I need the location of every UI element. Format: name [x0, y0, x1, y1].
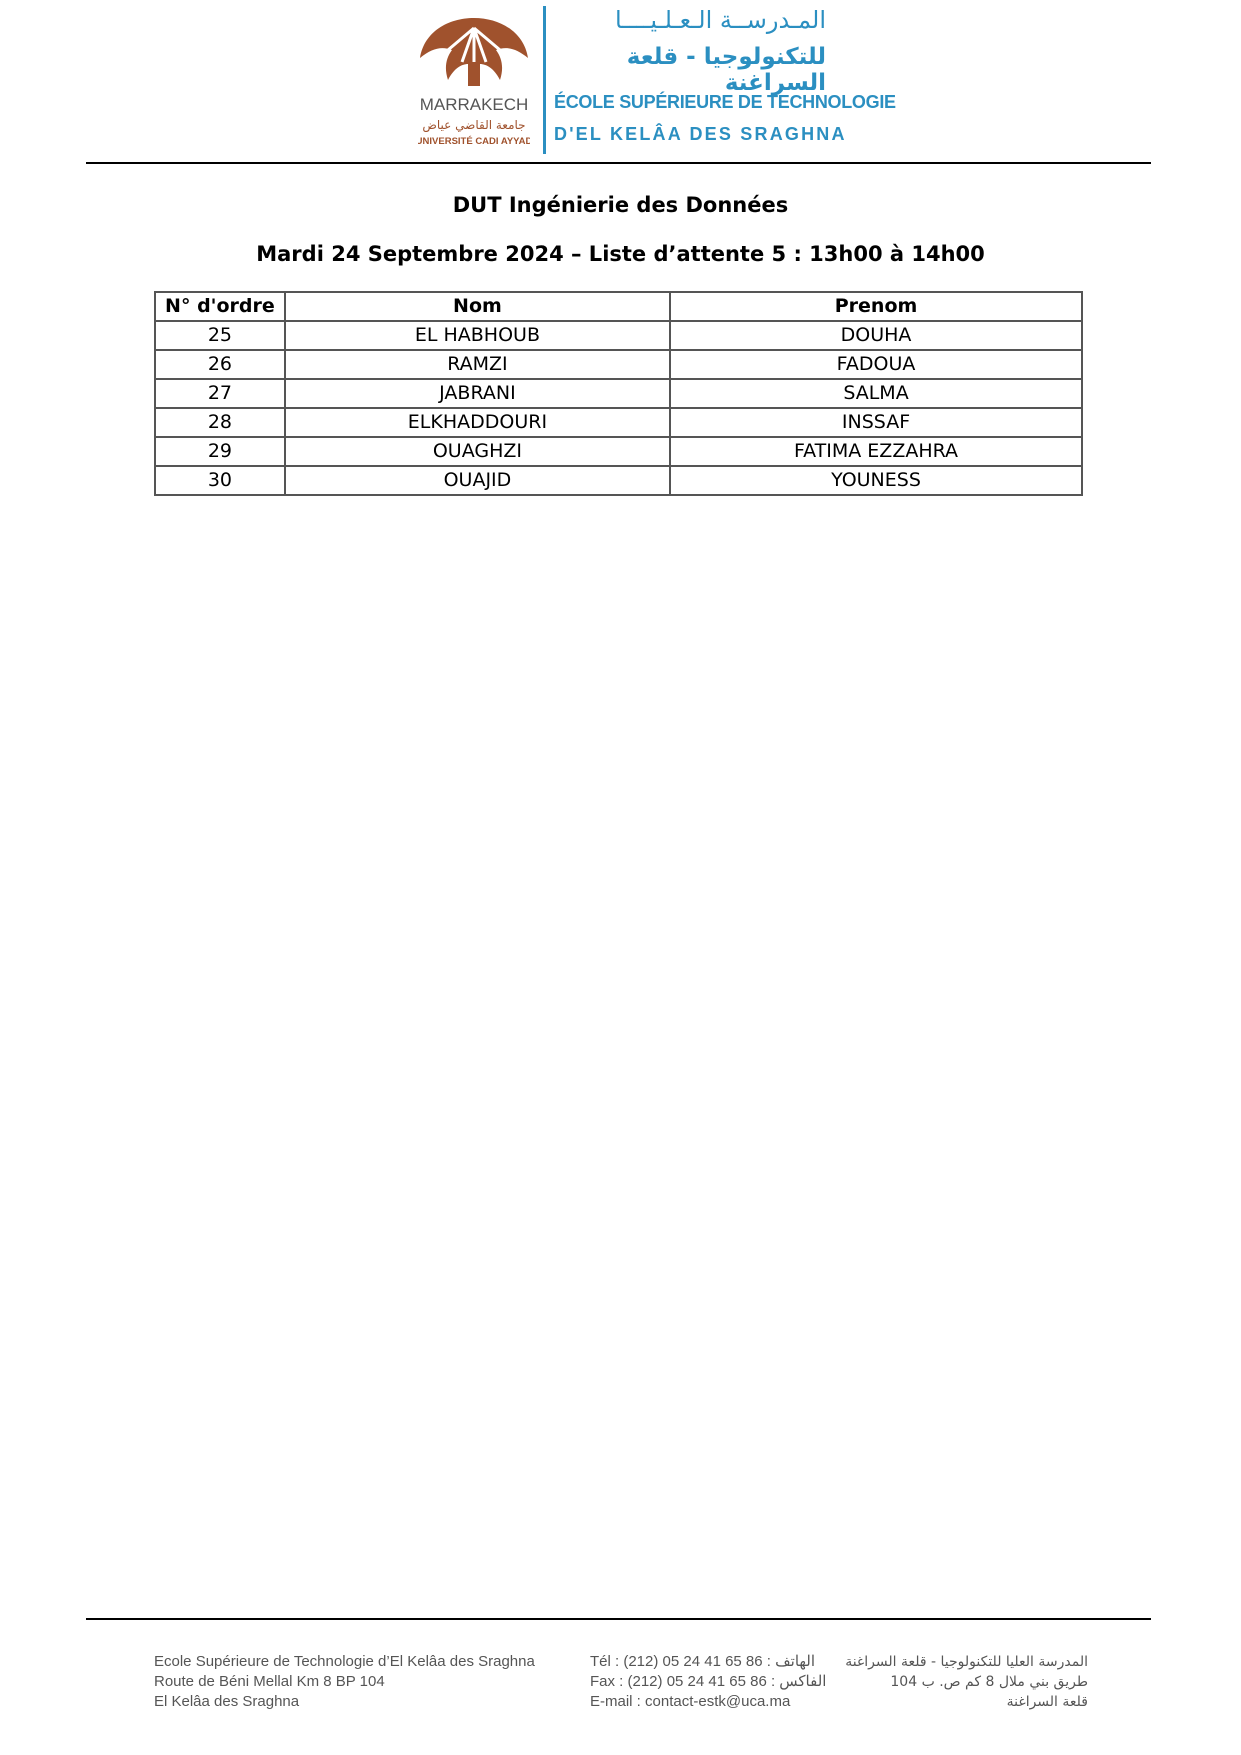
footer-route-ar: طريق بني ملال 8 كم ص. ب 104 — [890, 1674, 1088, 1690]
last-name-cell: JABRANI — [285, 379, 670, 408]
header-first-name: Prenom — [670, 292, 1082, 321]
first-name-cell: DOUHA — [670, 321, 1082, 350]
order-number-cell: 27 — [155, 379, 285, 408]
table-row — [155, 350, 1082, 379]
order-number-cell: 30 — [155, 466, 285, 495]
school-name-ar-line2: للتكنولوجيا - قلعة السراغنة — [626, 44, 826, 96]
footer-school-name: Ecole Supérieure de Technologie d’El Kelâa des Sraghna — [154, 1653, 535, 1670]
header-rule — [86, 162, 1151, 164]
emblem-city-label: MARRAKECH — [419, 95, 529, 114]
logo-divider — [543, 6, 546, 154]
first-name-cell: FATIMA EZZAHRA — [670, 437, 1082, 466]
emblem-university-fr: UNIVERSITÉ CADI AYYAD — [418, 136, 530, 147]
emblem-university-ar: جامعة القاضي عياض — [422, 118, 526, 132]
last-name-cell: OUAJID — [285, 466, 670, 495]
footer-rule — [86, 1618, 1151, 1620]
table-header-row — [155, 292, 1082, 321]
page-title: DUT Ingénierie des Données — [452, 193, 789, 217]
footer-address-ar — [845, 1652, 1088, 1712]
order-number-cell: 25 — [155, 321, 285, 350]
footer-fax: Fax : (212) 05 24 41 65 86 : الفاكس — [590, 1673, 827, 1690]
table-row — [155, 437, 1082, 466]
header-last-name: Nom — [285, 292, 670, 321]
table-row — [155, 466, 1082, 495]
footer-phone: Tél : (212) 05 24 41 65 86 : الهاتف — [590, 1653, 816, 1670]
palm-emblem-icon — [418, 10, 530, 152]
footer-contact — [590, 1652, 827, 1712]
footer-email[interactable]: E-mail : contact-estk@uca.ma — [590, 1693, 791, 1710]
footer-route: Route de Béni Mellal Km 8 BP 104 — [154, 1673, 385, 1690]
table-row — [155, 321, 1082, 350]
footer-address-fr — [154, 1652, 535, 1712]
table-row — [155, 379, 1082, 408]
order-number-cell: 28 — [155, 408, 285, 437]
last-name-cell: EL HABHOUB — [285, 321, 670, 350]
page-subtitle: Mardi 24 Septembre 2024 – Liste d’attente 5 : 13h00 à 14h00 — [256, 242, 985, 266]
last-name-cell: OUAGHZI — [285, 437, 670, 466]
order-number-cell: 29 — [155, 437, 285, 466]
school-name-fr-line2: D'EL KELÂA DES SRAGHNA — [554, 124, 847, 144]
first-name-cell: FADOUA — [670, 350, 1082, 379]
last-name-cell: ELKHADDOURI — [285, 408, 670, 437]
table-row — [155, 408, 1082, 437]
waiting-list-table — [154, 291, 1083, 496]
last-name-cell: RAMZI — [285, 350, 670, 379]
first-name-cell: SALMA — [670, 379, 1082, 408]
order-number-cell: 26 — [155, 350, 285, 379]
university-logo — [418, 10, 530, 152]
school-name-fr-line1: ÉCOLE SUPÉRIEURE DE TECHNOLOGIE — [554, 92, 896, 112]
header-order-number: N° d'ordre — [155, 292, 285, 321]
first-name-cell: YOUNESS — [670, 466, 1082, 495]
school-name-ar-line1: المـدرســة الـعـلـيــــا — [614, 6, 826, 34]
footer-city: El Kelâa des Sraghna — [154, 1693, 300, 1710]
first-name-cell: INSSAF — [670, 408, 1082, 437]
footer-city-ar: قلعة السراغنة — [1006, 1694, 1088, 1710]
footer-school-name-ar: المدرسة العليا للتكنولوجيا - قلعة السراغنة — [845, 1654, 1088, 1670]
